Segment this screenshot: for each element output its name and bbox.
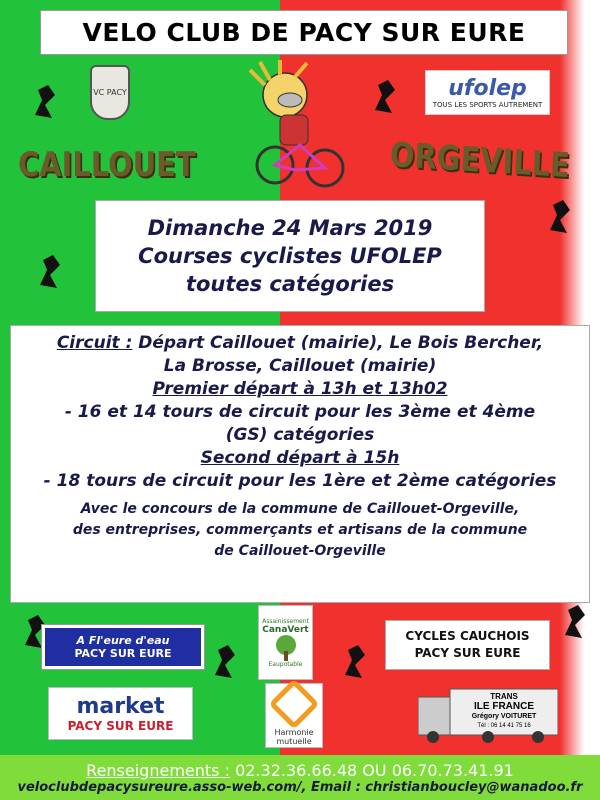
event-categories: toutes catégories bbox=[185, 272, 395, 296]
thanks-line1: Avec le concours de la commune de Caillouet-Orgeville, bbox=[80, 501, 520, 517]
tree-icon bbox=[271, 635, 301, 661]
town-right: ORGEVILLE bbox=[389, 135, 571, 187]
sponsor-trans-ile-france bbox=[418, 685, 558, 745]
first-start: Premier départ à 13h et 13h02 bbox=[152, 379, 448, 399]
sponsor-fleure-deau bbox=[42, 625, 204, 669]
canavert-bottom: Eaupotable bbox=[268, 660, 303, 668]
event-type: Courses cyclistes UFOLEP bbox=[138, 244, 442, 268]
fleure-city: PACY SUR EURE bbox=[74, 647, 172, 660]
truck-line3: Grégory VOITURET bbox=[471, 713, 537, 720]
ufolep-logo bbox=[425, 70, 550, 115]
cauchois-city: PACY SUR EURE bbox=[414, 646, 521, 660]
circuit-label: Circuit : bbox=[56, 333, 133, 353]
ufolep-name: ufolep bbox=[448, 75, 527, 101]
ufolep-tagline: TOUS LES SPORTS AUTREMENT bbox=[432, 100, 543, 109]
truck-line4: Tél : 06 14 41 75 16 bbox=[477, 723, 531, 729]
harmonie-line2: mutuelle bbox=[276, 736, 312, 746]
circuit-box bbox=[10, 325, 590, 603]
footer-phones bbox=[86, 761, 514, 780]
circuit-route-line1 bbox=[57, 332, 543, 355]
sponsor-harmonie-mutuelle bbox=[265, 683, 323, 748]
truck-icon bbox=[418, 685, 558, 745]
cyclist-silhouette-icon bbox=[560, 600, 590, 640]
cyclist-silhouette-icon bbox=[30, 80, 60, 120]
second-start: Second départ à 15h bbox=[200, 448, 400, 468]
harmonie-logo-icon bbox=[269, 678, 320, 729]
canavert-top: Assainissement bbox=[262, 617, 309, 625]
sponsor-cycles-cauchois bbox=[385, 620, 550, 670]
truck-line2: ILE FRANCE bbox=[474, 701, 534, 712]
circuit-route-line2: La Brosse, Caillouet (mairie) bbox=[163, 356, 437, 376]
town-left: CAILLOUET bbox=[18, 145, 196, 185]
event-date: Dimanche 24 Mars 2019 bbox=[147, 216, 433, 240]
event-box bbox=[95, 200, 485, 312]
market-city: PACY SUR EURE bbox=[67, 719, 174, 733]
harmonie-line1: Harmonie bbox=[274, 727, 314, 737]
market-name: market bbox=[76, 694, 165, 719]
cyclist-silhouette-icon bbox=[210, 640, 240, 680]
footer-label: Renseignements : bbox=[86, 760, 230, 780]
first-detail-line2: (GS) catégories bbox=[225, 425, 375, 445]
footer-phone-numbers: 02.32.36.66.48 OU 06.70.73.41.91 bbox=[229, 760, 514, 780]
thanks-line2: des entreprises, commerçants et artisans de la commune bbox=[72, 522, 528, 538]
club-logo bbox=[90, 65, 130, 120]
thanks-line3: de Caillouet-Orgeville bbox=[214, 543, 386, 559]
cyclist-silhouette-icon bbox=[340, 640, 370, 680]
truck-line1: TRANS bbox=[490, 692, 518, 701]
second-detail: - 18 tours de circuit pour les 1ère et 2ème catégories bbox=[43, 471, 557, 491]
cyclist-silhouette-icon bbox=[545, 195, 575, 235]
fleure-name: A Fl'eure d'eau bbox=[76, 634, 170, 647]
title-box bbox=[40, 10, 568, 55]
canavert-name: CanaVert bbox=[262, 624, 309, 635]
circuit-route-text: Départ Caillouet (mairie), Le Bois Bercher, bbox=[132, 333, 544, 353]
cyclist-illustration bbox=[245, 60, 345, 190]
cauchois-name: CYCLES CAUCHOIS bbox=[405, 629, 530, 643]
footer-contact[interactable]: veloclubdepacysureure.asso-web.com/, Email : christianboucley@wanadoo.fr bbox=[17, 779, 583, 795]
footer bbox=[0, 755, 600, 800]
page-title: VELO CLUB DE PACY SUR EURE bbox=[82, 18, 526, 47]
club-logo-text: VC PACY bbox=[93, 88, 127, 97]
cyclist-silhouette-icon bbox=[35, 250, 65, 290]
first-detail-line1: - 16 et 14 tours de circuit pour les 3ème et 4ème bbox=[64, 402, 536, 422]
sponsor-carrefour-market bbox=[48, 687, 193, 740]
sponsor-canavert bbox=[258, 605, 313, 680]
cyclist-silhouette-icon bbox=[370, 75, 400, 115]
